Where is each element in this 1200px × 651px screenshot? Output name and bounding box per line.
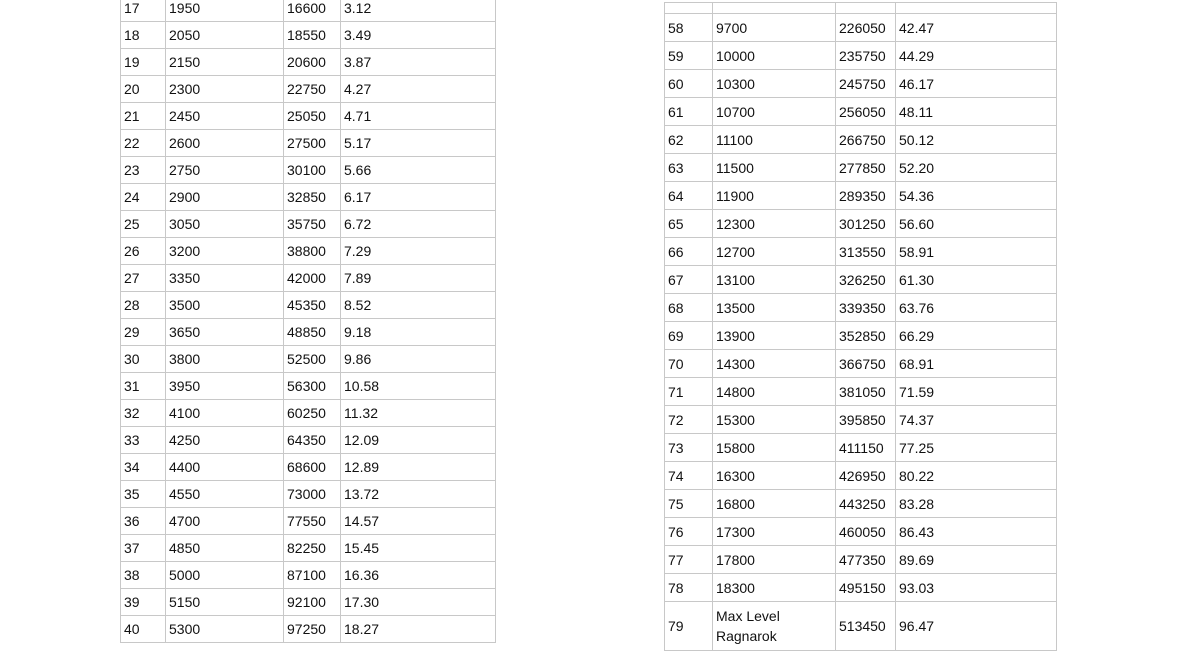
level-cell: 72: [665, 406, 713, 434]
total-exp-cell: 73000: [284, 481, 341, 508]
total-exp-cell: 256050: [836, 98, 896, 126]
level-cell: 39: [121, 589, 166, 616]
percent-cell: 12.89: [341, 454, 496, 481]
exp-cell: 4700: [166, 508, 284, 535]
table-row: [665, 574, 1057, 602]
level-cell: 34: [121, 454, 166, 481]
exp-cell: 13900: [713, 322, 836, 350]
exp-cell: 17300: [713, 518, 836, 546]
table-row: [121, 103, 496, 130]
exp-cell: 17800: [713, 546, 836, 574]
level-cell: 24: [121, 184, 166, 211]
percent-cell: 6.17: [341, 184, 496, 211]
level-cell: 79: [665, 602, 713, 651]
total-exp-cell: 68600: [284, 454, 341, 481]
level-cell: 26: [121, 238, 166, 265]
exp-cell: 4400: [166, 454, 284, 481]
total-exp-cell: 226050: [836, 14, 896, 42]
percent-cell: 42.47: [896, 14, 1057, 42]
total-exp-cell: 77550: [284, 508, 341, 535]
table-row: [121, 292, 496, 319]
level-cell: 70: [665, 350, 713, 378]
table-row: [665, 210, 1057, 238]
level-cell: 35: [121, 481, 166, 508]
percent-cell: 3.12: [341, 0, 496, 22]
table-row: [121, 373, 496, 400]
table-row: [121, 211, 496, 238]
percent-cell: 16.36: [341, 562, 496, 589]
percent-cell: 9.18: [341, 319, 496, 346]
total-exp-cell: 42000: [284, 265, 341, 292]
exp-cell: 13500: [713, 294, 836, 322]
table-row: [665, 266, 1057, 294]
percent-cell: 18.27: [341, 616, 496, 643]
percent-cell: 4.71: [341, 103, 496, 130]
level-cell: 40: [121, 616, 166, 643]
total-exp-cell: 52500: [284, 346, 341, 373]
total-exp-cell: 366750: [836, 350, 896, 378]
exp-cell: 11900: [713, 182, 836, 210]
exp-cell: 12300: [713, 210, 836, 238]
percent-cell: 74.37: [896, 406, 1057, 434]
exp-cell: 3350: [166, 265, 284, 292]
table-row: [665, 406, 1057, 434]
level-cell: 30: [121, 346, 166, 373]
exp-cell: 2300: [166, 76, 284, 103]
percent-cell: 56.60: [896, 210, 1057, 238]
exp-cell: 4100: [166, 400, 284, 427]
percent-cell: 3.87: [341, 49, 496, 76]
percent-cell: 80.22: [896, 462, 1057, 490]
percent-cell: 44.29: [896, 42, 1057, 70]
percent-cell: 77.25: [896, 434, 1057, 462]
table-row: [665, 378, 1057, 406]
total-exp-cell: 32850: [284, 184, 341, 211]
table-row: [121, 346, 496, 373]
level-cell: 27: [121, 265, 166, 292]
table-row: [121, 508, 496, 535]
table-row: [121, 184, 496, 211]
table-row: [665, 546, 1057, 574]
exp-cell: 4250: [166, 427, 284, 454]
total-exp-cell: 30100: [284, 157, 341, 184]
total-exp-cell: 326250: [836, 266, 896, 294]
level-cell: 59: [665, 42, 713, 70]
level-cell: 61: [665, 98, 713, 126]
exp-cell: 10700: [713, 98, 836, 126]
total-exp-cell: 352850: [836, 322, 896, 350]
percent-cell: 61.30: [896, 266, 1057, 294]
level-cell: 69: [665, 322, 713, 350]
percent-cell: 89.69: [896, 546, 1057, 574]
percent-cell: 96.47: [896, 602, 1057, 651]
total-exp-cell: 443250: [836, 490, 896, 518]
table-row: [121, 265, 496, 292]
level-cell: 68: [665, 294, 713, 322]
table-cell-empty: [896, 3, 1057, 14]
percent-cell: 13.72: [341, 481, 496, 508]
percent-cell: 5.17: [341, 130, 496, 157]
table-row: [121, 400, 496, 427]
level-cell: 66: [665, 238, 713, 266]
exp-cell: 15300: [713, 406, 836, 434]
table-row: [665, 126, 1057, 154]
level-cell: 32: [121, 400, 166, 427]
exp-cell: 1950: [166, 0, 284, 22]
level-cell: 60: [665, 70, 713, 98]
exp-cell: 3650: [166, 319, 284, 346]
total-exp-cell: 20600: [284, 49, 341, 76]
total-exp-cell: 18550: [284, 22, 341, 49]
total-exp-cell: 82250: [284, 535, 341, 562]
exp-cell: 3200: [166, 238, 284, 265]
total-exp-cell: 381050: [836, 378, 896, 406]
table-row: [121, 130, 496, 157]
percent-cell: 5.66: [341, 157, 496, 184]
exp-cell: 18300: [713, 574, 836, 602]
level-cell: 73: [665, 434, 713, 462]
exp-cell: 3800: [166, 346, 284, 373]
total-exp-cell: 38800: [284, 238, 341, 265]
total-exp-cell: 97250: [284, 616, 341, 643]
total-exp-cell: 245750: [836, 70, 896, 98]
total-exp-cell: 477350: [836, 546, 896, 574]
table-row: [665, 350, 1057, 378]
table-row: [665, 322, 1057, 350]
total-exp-cell: 92100: [284, 589, 341, 616]
percent-cell: 48.11: [896, 98, 1057, 126]
level-cell: 78: [665, 574, 713, 602]
table-row: [665, 182, 1057, 210]
total-exp-cell: 22750: [284, 76, 341, 103]
exp-cell: 2050: [166, 22, 284, 49]
level-cell: 31: [121, 373, 166, 400]
table-row: [121, 535, 496, 562]
table-row: [121, 0, 496, 22]
level-cell: 23: [121, 157, 166, 184]
total-exp-cell: 313550: [836, 238, 896, 266]
percent-cell: 7.29: [341, 238, 496, 265]
total-exp-cell: 64350: [284, 427, 341, 454]
percent-cell: 93.03: [896, 574, 1057, 602]
level-cell: 29: [121, 319, 166, 346]
percent-cell: 6.72: [341, 211, 496, 238]
total-exp-cell: 395850: [836, 406, 896, 434]
table-row: [121, 238, 496, 265]
table-row: [121, 589, 496, 616]
total-exp-cell: 25050: [284, 103, 341, 130]
exp-cell: 5000: [166, 562, 284, 589]
total-exp-cell: 87100: [284, 562, 341, 589]
exp-cell: 5300: [166, 616, 284, 643]
percent-cell: 4.27: [341, 76, 496, 103]
exp-cell: 2450: [166, 103, 284, 130]
exp-cell: 11500: [713, 154, 836, 182]
percent-cell: 83.28: [896, 490, 1057, 518]
total-exp-cell: 27500: [284, 130, 341, 157]
total-exp-cell: 426950: [836, 462, 896, 490]
exp-cell: 10000: [713, 42, 836, 70]
level-cell: 17: [121, 0, 166, 22]
table-row: [121, 454, 496, 481]
table-row: [665, 154, 1057, 182]
exp-cell: 2600: [166, 130, 284, 157]
table-row: [665, 602, 1057, 651]
table-row: [665, 518, 1057, 546]
exp-cell: 15800: [713, 434, 836, 462]
exp-cell: 3950: [166, 373, 284, 400]
percent-cell: 10.58: [341, 373, 496, 400]
table-cell-empty: [665, 3, 713, 14]
left-table-body: [121, 0, 496, 643]
exp-cell: 10300: [713, 70, 836, 98]
exp-cell: 16800: [713, 490, 836, 518]
percent-cell: 46.17: [896, 70, 1057, 98]
exp-cell: 12700: [713, 238, 836, 266]
total-exp-cell: 266750: [836, 126, 896, 154]
total-exp-cell: 48850: [284, 319, 341, 346]
percent-cell: 54.36: [896, 182, 1057, 210]
level-cell: 62: [665, 126, 713, 154]
level-cell: 63: [665, 154, 713, 182]
percent-cell: 66.29: [896, 322, 1057, 350]
total-exp-cell: 277850: [836, 154, 896, 182]
table-row: [121, 427, 496, 454]
level-cell: 37: [121, 535, 166, 562]
level-table-left: [120, 0, 496, 643]
percent-cell: 17.30: [341, 589, 496, 616]
percent-cell: 7.89: [341, 265, 496, 292]
exp-cell: Max Level Ragnarok: [713, 602, 836, 651]
total-exp-cell: 301250: [836, 210, 896, 238]
level-cell: 22: [121, 130, 166, 157]
percent-cell: 9.86: [341, 346, 496, 373]
table-row: [121, 616, 496, 643]
table-row: [665, 98, 1057, 126]
exp-cell: 3500: [166, 292, 284, 319]
percent-cell: 15.45: [341, 535, 496, 562]
percent-cell: 71.59: [896, 378, 1057, 406]
exp-cell: 2150: [166, 49, 284, 76]
percent-cell: 14.57: [341, 508, 496, 535]
table-row: [665, 490, 1057, 518]
table-row: [665, 14, 1057, 42]
exp-cell: 14800: [713, 378, 836, 406]
exp-cell: 5150: [166, 589, 284, 616]
level-cell: 19: [121, 49, 166, 76]
percent-cell: 63.76: [896, 294, 1057, 322]
table-cell-empty: [836, 3, 896, 14]
table-row: [121, 76, 496, 103]
total-exp-cell: 411150: [836, 434, 896, 462]
exp-cell: 16300: [713, 462, 836, 490]
table-row: [665, 42, 1057, 70]
level-cell: 18: [121, 22, 166, 49]
table-row: [121, 481, 496, 508]
table-cell-empty: [713, 3, 836, 14]
level-cell: 20: [121, 76, 166, 103]
percent-cell: 12.09: [341, 427, 496, 454]
table-row: [121, 157, 496, 184]
level-table-right: [664, 2, 1057, 651]
total-exp-cell: 460050: [836, 518, 896, 546]
right-table-body: [665, 3, 1057, 651]
total-exp-cell: 56300: [284, 373, 341, 400]
table-row: [121, 22, 496, 49]
level-cell: 77: [665, 546, 713, 574]
exp-cell: 14300: [713, 350, 836, 378]
exp-cell: 13100: [713, 266, 836, 294]
table-row: [121, 49, 496, 76]
exp-cell: 11100: [713, 126, 836, 154]
total-exp-cell: 235750: [836, 42, 896, 70]
table-row-stub: [665, 3, 1057, 14]
percent-cell: 68.91: [896, 350, 1057, 378]
level-cell: 75: [665, 490, 713, 518]
table-row: [121, 562, 496, 589]
total-exp-cell: 495150: [836, 574, 896, 602]
percent-cell: 58.91: [896, 238, 1057, 266]
table-row: [121, 319, 496, 346]
percent-cell: 8.52: [341, 292, 496, 319]
exp-cell: 4550: [166, 481, 284, 508]
level-cell: 21: [121, 103, 166, 130]
table-row: [665, 238, 1057, 266]
total-exp-cell: 513450: [836, 602, 896, 651]
level-cell: 64: [665, 182, 713, 210]
table-row: [665, 462, 1057, 490]
level-cell: 76: [665, 518, 713, 546]
percent-cell: 11.32: [341, 400, 496, 427]
level-cell: 67: [665, 266, 713, 294]
table-row: [665, 294, 1057, 322]
level-cell: 58: [665, 14, 713, 42]
exp-cell: 4850: [166, 535, 284, 562]
table-row: [665, 70, 1057, 98]
total-exp-cell: 339350: [836, 294, 896, 322]
level-cell: 74: [665, 462, 713, 490]
table-row: [665, 434, 1057, 462]
percent-cell: 50.12: [896, 126, 1057, 154]
level-cell: 25: [121, 211, 166, 238]
exp-cell: 3050: [166, 211, 284, 238]
exp-cell: 2900: [166, 184, 284, 211]
percent-cell: 3.49: [341, 22, 496, 49]
exp-cell: 9700: [713, 14, 836, 42]
total-exp-cell: 289350: [836, 182, 896, 210]
total-exp-cell: 45350: [284, 292, 341, 319]
level-cell: 33: [121, 427, 166, 454]
level-cell: 36: [121, 508, 166, 535]
level-cell: 65: [665, 210, 713, 238]
level-cell: 28: [121, 292, 166, 319]
percent-cell: 52.20: [896, 154, 1057, 182]
total-exp-cell: 16600: [284, 0, 341, 22]
level-cell: 38: [121, 562, 166, 589]
total-exp-cell: 60250: [284, 400, 341, 427]
exp-cell: 2750: [166, 157, 284, 184]
percent-cell: 86.43: [896, 518, 1057, 546]
level-cell: 71: [665, 378, 713, 406]
total-exp-cell: 35750: [284, 211, 341, 238]
